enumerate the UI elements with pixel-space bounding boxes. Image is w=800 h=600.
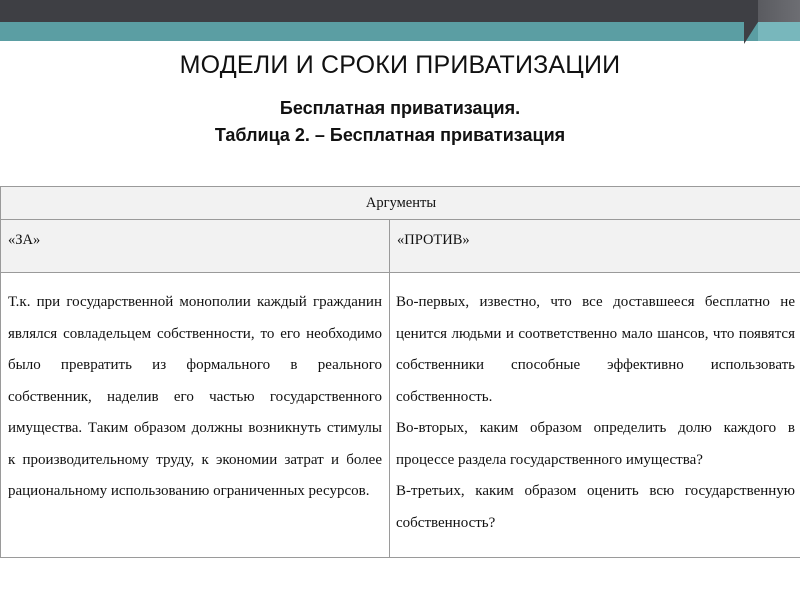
column-for-header: «ЗА» bbox=[1, 220, 390, 273]
arguments-header: Аргументы bbox=[1, 187, 800, 220]
column-against-header: «ПРОТИВ» bbox=[390, 220, 800, 273]
against-argument-2: Во-вторых, каким образом определить долю каждого в процессе раздела государственного имущества? bbox=[396, 420, 795, 468]
against-argument-1: Во-первых, известно, что все доставшееся бесплатно не ценится людьми и соответственно мало шансов, что появятся собственники способные эффективно использовать собственность. bbox=[396, 294, 795, 405]
against-argument-3: В-третьих, каким образом оценить всю государственную собственность? bbox=[396, 483, 795, 531]
for-argument-text: Т.к. при государственной монополии каждый гражданин являлся совладельцем собственности, то его необходимо было превратить из формального в реального собственник, наделив его частью государственного имущества. Таким образом должны возникнуть стимулы к производительному труду, к экономии затрат и более рациональному использованию ограниченных ресурсов. bbox=[1, 273, 390, 558]
arguments-table bbox=[0, 186, 800, 558]
table-caption-title: Таблица 2. – Бесплатная приватизация bbox=[214, 125, 566, 145]
header-bar-dark bbox=[0, 0, 800, 22]
header-arrow-decoration-lower bbox=[744, 22, 758, 41]
header-bar-teal bbox=[0, 22, 800, 41]
table-column-row bbox=[1, 220, 800, 273]
table-header-row bbox=[1, 187, 800, 220]
table-body-row bbox=[1, 273, 800, 558]
slide-title: МОДЕЛИ И СРОКИ ПРИВАТИЗАЦИИ bbox=[179, 51, 621, 79]
against-arguments-cell bbox=[390, 273, 800, 558]
slide-subtitle: Бесплатная приватизация. bbox=[279, 98, 521, 118]
header-corner-teal bbox=[758, 22, 800, 41]
